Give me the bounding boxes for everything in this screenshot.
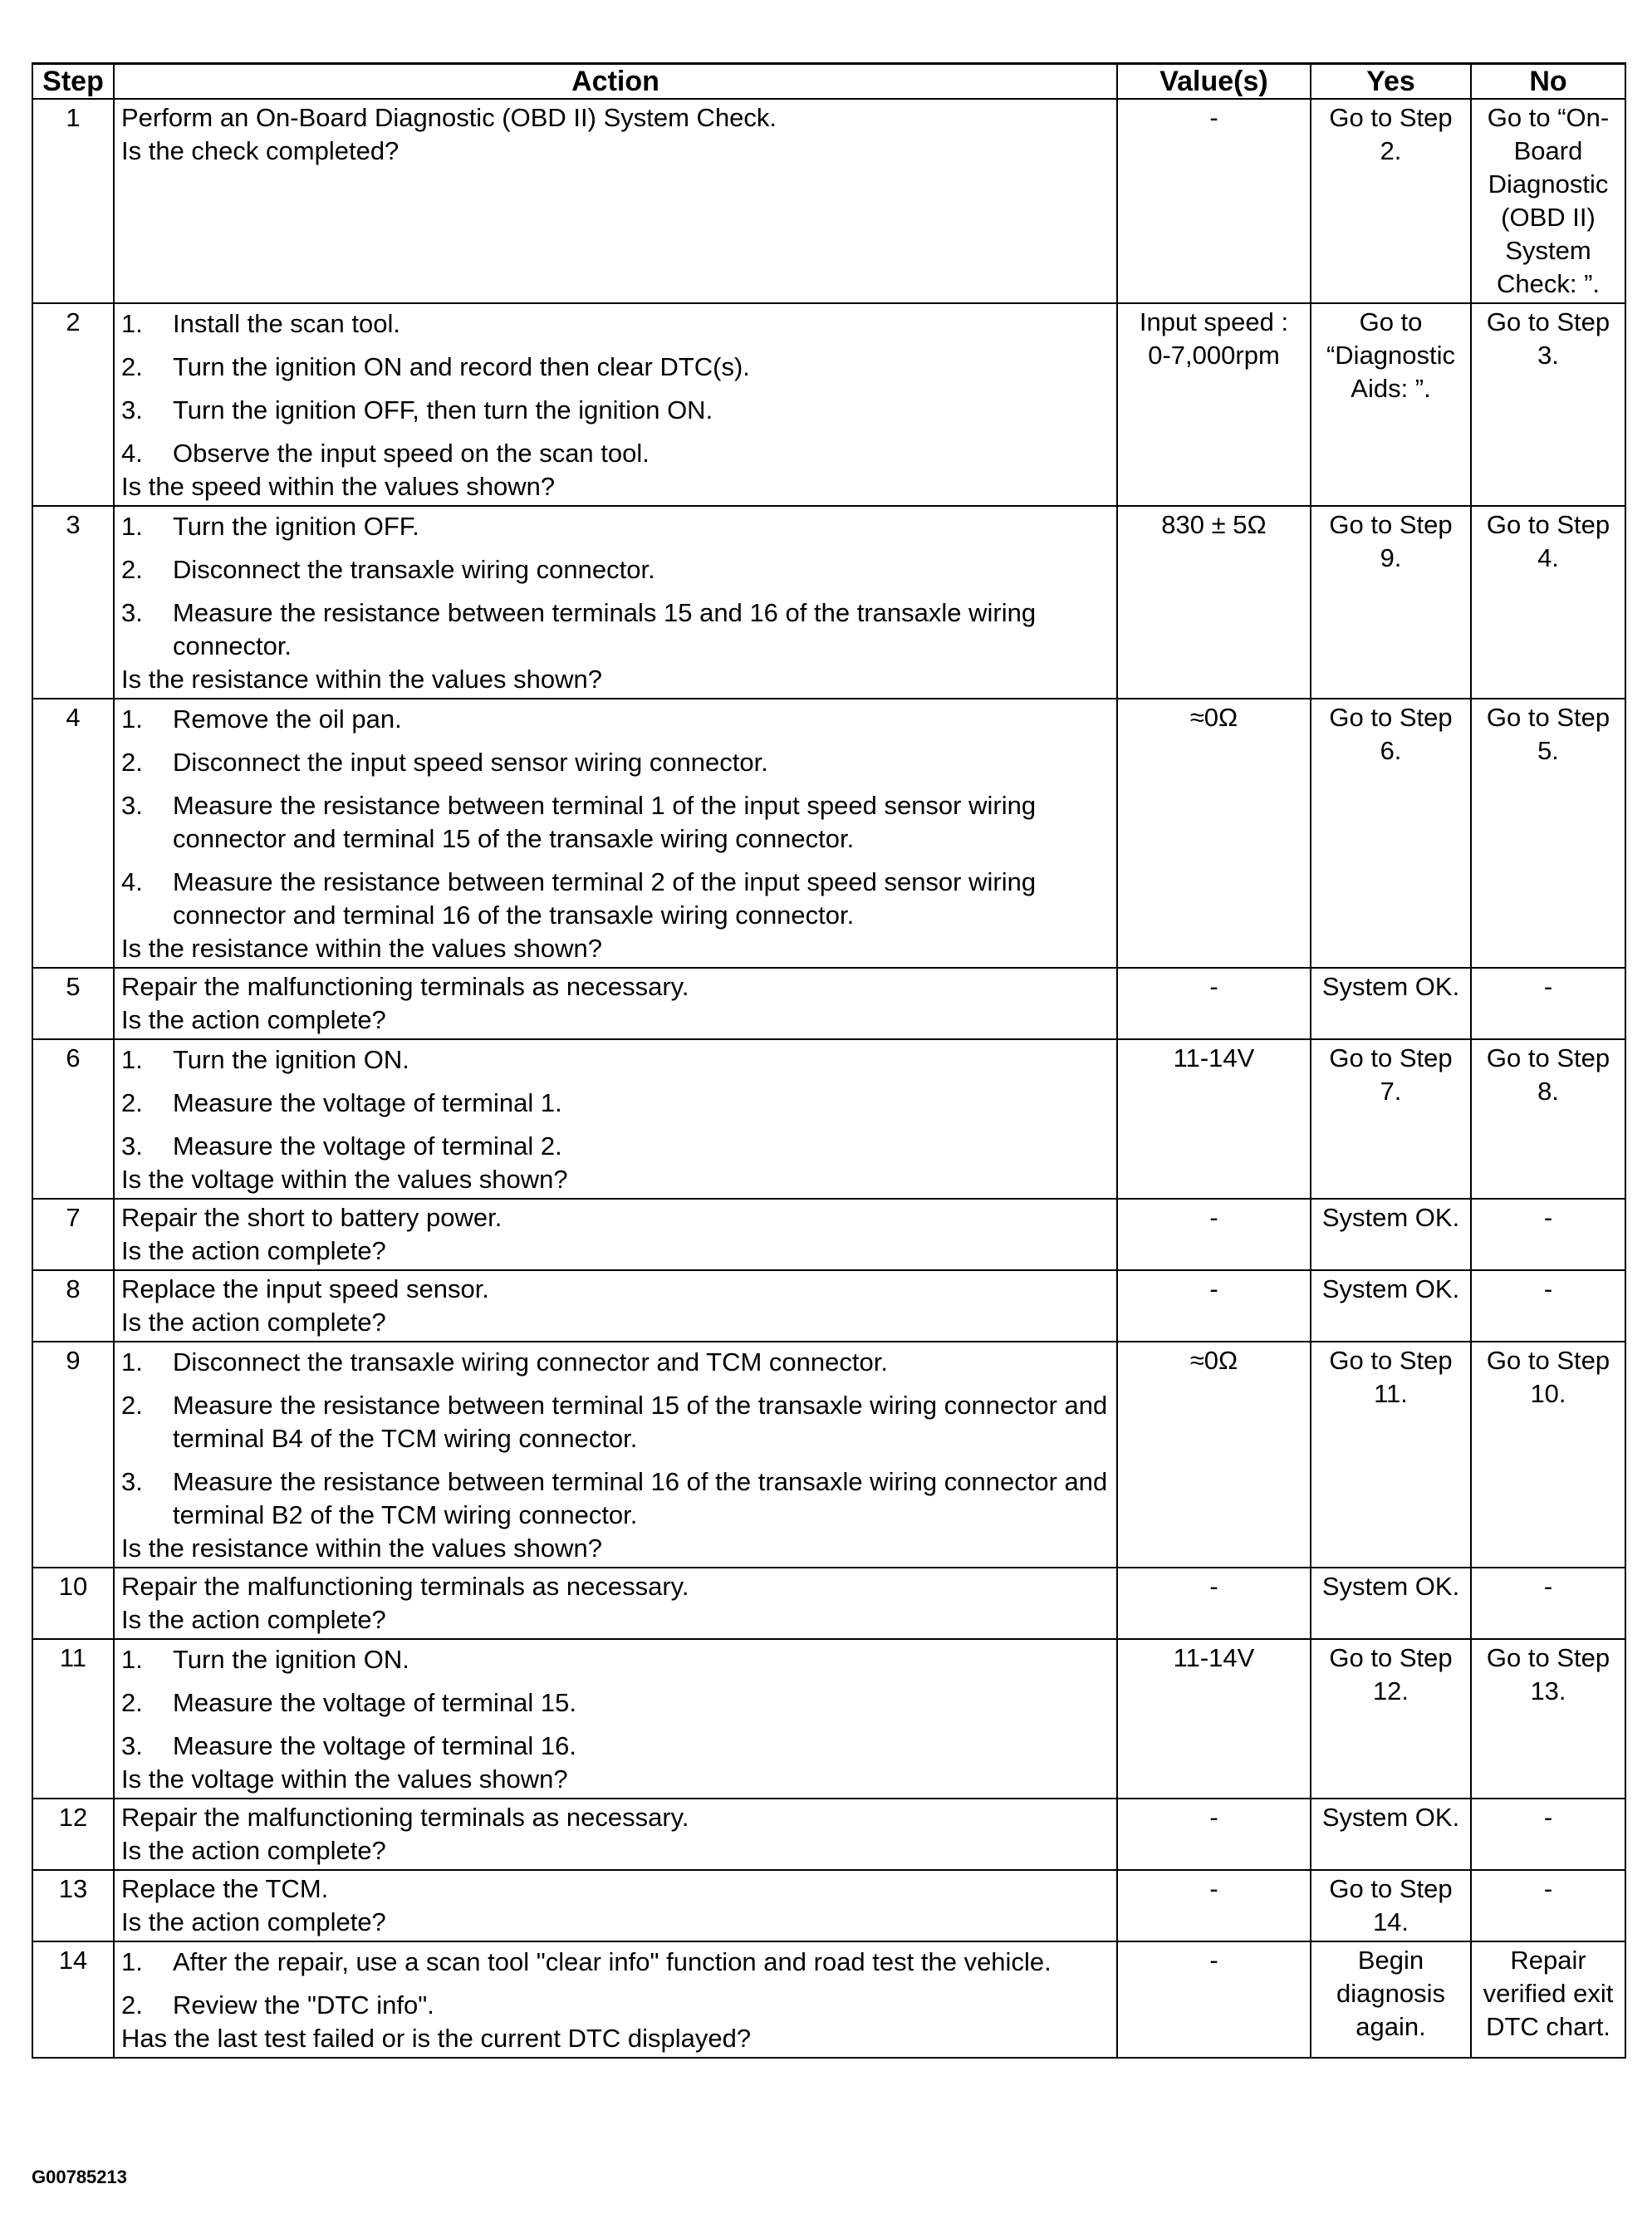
yes-cell: Go to Step 12. — [1311, 1639, 1471, 1799]
yes-cell: System OK. — [1311, 1568, 1471, 1639]
no-cell: - — [1471, 1870, 1625, 1941]
table-row — [32, 1639, 1625, 1799]
action-item-text: Measure the resistance between terminal 15 of the transaxle wiring connector and terminal B4 of the TCM wiring connector. — [173, 1391, 1108, 1453]
no-cell: Go to Step 10. — [1471, 1342, 1625, 1568]
action-cell — [114, 1199, 1117, 1270]
action-item-number: 2. — [121, 1688, 143, 1717]
action-item-number: 2. — [121, 352, 143, 381]
action-item — [121, 1130, 1110, 1163]
action-item-number: 3. — [121, 1131, 143, 1161]
action-item-number: 2. — [121, 1088, 143, 1117]
action-item — [121, 1087, 1110, 1120]
action-item — [121, 351, 1110, 384]
action-item-text: Remove the oil pan. — [173, 704, 402, 734]
action-item — [121, 703, 1110, 736]
action-item-number: 3. — [121, 1731, 143, 1760]
value-cell: - — [1117, 1270, 1311, 1342]
action-item-text: Disconnect the transaxle wiring connector and TCM connector. — [173, 1347, 888, 1377]
action-question: Is the resistance within the values shown? — [121, 934, 602, 963]
action-line: Repair the malfunctioning terminals as necessary. — [121, 1572, 689, 1601]
action-item — [121, 1346, 1110, 1379]
action-cell — [114, 1870, 1117, 1941]
action-item-number: 1. — [121, 1947, 143, 1976]
header-no: No — [1471, 64, 1625, 100]
yes-cell: Begin diagnosis again. — [1311, 1941, 1471, 2058]
action-item-number: 1. — [121, 704, 143, 734]
action-item-number: 2. — [121, 748, 143, 777]
table-row — [32, 1799, 1625, 1870]
yes-cell: System OK. — [1311, 968, 1471, 1039]
table-row — [32, 1270, 1625, 1342]
step-number: 1 — [32, 99, 114, 303]
action-item-number: 4. — [121, 439, 143, 468]
value-cell: ≈0Ω — [1117, 1342, 1311, 1568]
action-item-number: 3. — [121, 598, 143, 627]
value-cell: ≈0Ω — [1117, 699, 1311, 968]
action-item-text: Turn the ignition ON. — [173, 1645, 409, 1674]
action-cell — [114, 1039, 1117, 1199]
action-cell — [114, 699, 1117, 968]
action-item-number: 1. — [121, 1045, 143, 1074]
value-cell: - — [1117, 1870, 1311, 1941]
action-item — [121, 307, 1110, 341]
action-question: Is the speed within the values shown? — [121, 472, 556, 501]
action-item — [121, 1989, 1110, 2022]
action-item-text: Turn the ignition ON and record then clear DTC(s). — [173, 352, 750, 381]
no-cell: Go to Step 5. — [1471, 699, 1625, 968]
action-question: Is the action complete? — [121, 1308, 386, 1337]
action-cell — [114, 1342, 1117, 1568]
action-item-text: After the repair, use a scan tool "clear info" function and road test the vehicle. — [173, 1947, 1051, 1976]
action-item — [121, 510, 1110, 543]
action-line: Replace the input speed sensor. — [121, 1274, 489, 1303]
action-cell — [114, 968, 1117, 1039]
action-cell — [114, 1639, 1117, 1799]
no-cell: Go to “On-Board Diagnostic (OBD II) System Check: ”. — [1471, 99, 1625, 303]
yes-cell: System OK. — [1311, 1270, 1471, 1342]
step-number: 11 — [32, 1639, 114, 1799]
action-item — [121, 394, 1110, 427]
action-cell — [114, 1568, 1117, 1639]
yes-cell: Go to Step 7. — [1311, 1039, 1471, 1199]
table-row — [32, 1199, 1625, 1270]
value-cell: 830 ± 5Ω — [1117, 506, 1311, 699]
action-item — [121, 596, 1110, 663]
action-question: Is the action complete? — [121, 1907, 386, 1936]
step-number: 12 — [32, 1799, 114, 1870]
value-cell: Input speed : 0-7,000rpm — [1117, 303, 1311, 506]
action-item-text: Measure the resistance between terminal 2 of the input speed sensor wiring connector and terminal 16 of the transaxle wiring connector. — [173, 867, 1037, 930]
yes-cell: Go to Step 6. — [1311, 699, 1471, 968]
action-line: Perform an On-Board Diagnostic (OBD II) System Check. — [121, 103, 777, 132]
table-row — [32, 506, 1625, 699]
action-question: Is the action complete? — [121, 1005, 386, 1034]
action-item-text: Measure the resistance between terminal 16 of the transaxle wiring connector and terminal B2 of the TCM wiring connector. — [173, 1467, 1108, 1529]
action-item-text: Turn the ignition OFF, then turn the ignition ON. — [173, 395, 713, 425]
action-item-number: 3. — [121, 1467, 143, 1496]
action-item-text: Turn the ignition ON. — [173, 1045, 409, 1074]
action-question: Is the action complete? — [121, 1605, 386, 1634]
action-item-text: Measure the voltage of terminal 1. — [173, 1088, 562, 1117]
action-item-number: 3. — [121, 791, 143, 820]
figure-id: G00785213 — [32, 2167, 127, 2187]
action-item-text: Review the "DTC info". — [173, 1990, 434, 2020]
table-row — [32, 303, 1625, 506]
step-number: 2 — [32, 303, 114, 506]
action-line: Repair the malfunctioning terminals as necessary. — [121, 972, 689, 1001]
no-cell: - — [1471, 1199, 1625, 1270]
no-cell: - — [1471, 1568, 1625, 1639]
step-number: 9 — [32, 1342, 114, 1568]
action-question: Is the resistance within the values shown? — [121, 665, 602, 694]
table-row — [32, 699, 1625, 968]
action-cell — [114, 303, 1117, 506]
action-question: Is the action complete? — [121, 1836, 386, 1865]
header-action: Action — [114, 64, 1117, 100]
no-cell: - — [1471, 1270, 1625, 1342]
action-question: Is the voltage within the values shown? — [121, 1764, 568, 1794]
action-item — [121, 437, 1110, 470]
action-line: Repair the short to battery power. — [121, 1203, 502, 1232]
step-number: 10 — [32, 1568, 114, 1639]
yes-cell: Go to Step 2. — [1311, 99, 1471, 303]
value-cell: - — [1117, 1941, 1311, 2058]
step-number: 7 — [32, 1199, 114, 1270]
action-item-number: 2. — [121, 1990, 143, 2020]
yes-cell: Go to Step 11. — [1311, 1342, 1471, 1568]
action-item-text: Measure the resistance between terminal 1 of the input speed sensor wiring connector and terminal 15 of the transaxle wiring connector. — [173, 791, 1037, 853]
table-row — [32, 99, 1625, 303]
action-item — [121, 866, 1110, 932]
no-cell: - — [1471, 968, 1625, 1039]
action-item-number: 1. — [121, 1645, 143, 1674]
step-number: 6 — [32, 1039, 114, 1199]
yes-cell: Go to Step 14. — [1311, 1870, 1471, 1941]
step-number: 4 — [32, 699, 114, 968]
action-question: Is the resistance within the values shown? — [121, 1534, 602, 1563]
value-cell: 11-14V — [1117, 1039, 1311, 1199]
no-cell: - — [1471, 1799, 1625, 1870]
no-cell: Repair verified exit DTC chart. — [1471, 1941, 1625, 2058]
action-item — [121, 1946, 1110, 1979]
no-cell: Go to Step 13. — [1471, 1639, 1625, 1799]
action-line: Replace the TCM. — [121, 1874, 329, 1903]
action-item — [121, 1643, 1110, 1676]
action-item-number: 1. — [121, 1347, 143, 1377]
value-cell: - — [1117, 968, 1311, 1039]
action-item-number: 4. — [121, 867, 143, 896]
yes-cell: System OK. — [1311, 1799, 1471, 1870]
yes-cell: Go to “Diagnostic Aids: ”. — [1311, 303, 1471, 506]
table-row — [32, 1870, 1625, 1941]
step-number: 8 — [32, 1270, 114, 1342]
value-cell: - — [1117, 1199, 1311, 1270]
action-cell — [114, 1799, 1117, 1870]
step-number: 13 — [32, 1870, 114, 1941]
action-item — [121, 789, 1110, 856]
value-cell: - — [1117, 1799, 1311, 1870]
header-values: Value(s) — [1117, 64, 1311, 100]
action-item-number: 2. — [121, 1391, 143, 1420]
action-item — [121, 746, 1110, 779]
step-number: 14 — [32, 1941, 114, 2058]
yes-cell: Go to Step 9. — [1311, 506, 1471, 699]
action-item-text: Observe the input speed on the scan tool. — [173, 439, 650, 468]
action-item-number: 3. — [121, 395, 143, 425]
header-yes: Yes — [1311, 64, 1471, 100]
no-cell: Go to Step 3. — [1471, 303, 1625, 506]
action-item-text: Measure the voltage of terminal 16. — [173, 1731, 576, 1760]
value-cell: 11-14V — [1117, 1639, 1311, 1799]
action-cell — [114, 1941, 1117, 2058]
action-question: Is the voltage within the values shown? — [121, 1165, 568, 1194]
action-question: Is the action complete? — [121, 1236, 386, 1265]
action-cell — [114, 506, 1117, 699]
action-item-text: Measure the voltage of terminal 15. — [173, 1688, 576, 1717]
no-cell: Go to Step 4. — [1471, 506, 1625, 699]
action-item-text: Turn the ignition OFF. — [173, 512, 419, 541]
table-row — [32, 968, 1625, 1039]
action-cell — [114, 99, 1117, 303]
action-question: Has the last test failed or is the current DTC displayed? — [121, 2024, 752, 2053]
action-item-text: Measure the voltage of terminal 2. — [173, 1131, 562, 1161]
action-line: Repair the malfunctioning terminals as necessary. — [121, 1803, 689, 1832]
action-item-number: 2. — [121, 555, 143, 584]
action-item — [121, 1465, 1110, 1532]
header-step: Step — [32, 64, 114, 100]
yes-cell: System OK. — [1311, 1199, 1471, 1270]
action-cell — [114, 1270, 1117, 1342]
value-cell: - — [1117, 1568, 1311, 1639]
table-header-row — [32, 64, 1625, 100]
action-item-text: Install the scan tool. — [173, 309, 400, 338]
step-number: 5 — [32, 968, 114, 1039]
action-item-text: Disconnect the input speed sensor wiring connector. — [173, 748, 768, 777]
action-item — [121, 1043, 1110, 1077]
step-number: 3 — [32, 506, 114, 699]
table-row — [32, 1039, 1625, 1199]
no-cell: Go to Step 8. — [1471, 1039, 1625, 1199]
value-cell: - — [1117, 99, 1311, 303]
table-row — [32, 1342, 1625, 1568]
action-item-text: Measure the resistance between terminals 15 and 16 of the transaxle wiring connector. — [173, 598, 1037, 660]
action-item-number: 1. — [121, 309, 143, 338]
action-item — [121, 1730, 1110, 1763]
action-question: Is the check completed? — [121, 136, 400, 165]
table-row — [32, 1568, 1625, 1639]
action-item — [121, 1389, 1110, 1455]
table-row — [32, 1941, 1625, 2058]
action-item — [121, 1686, 1110, 1720]
action-item-number: 1. — [121, 512, 143, 541]
diagnostic-table — [32, 62, 1626, 2059]
action-item — [121, 553, 1110, 586]
action-item-text: Disconnect the transaxle wiring connector. — [173, 555, 655, 584]
